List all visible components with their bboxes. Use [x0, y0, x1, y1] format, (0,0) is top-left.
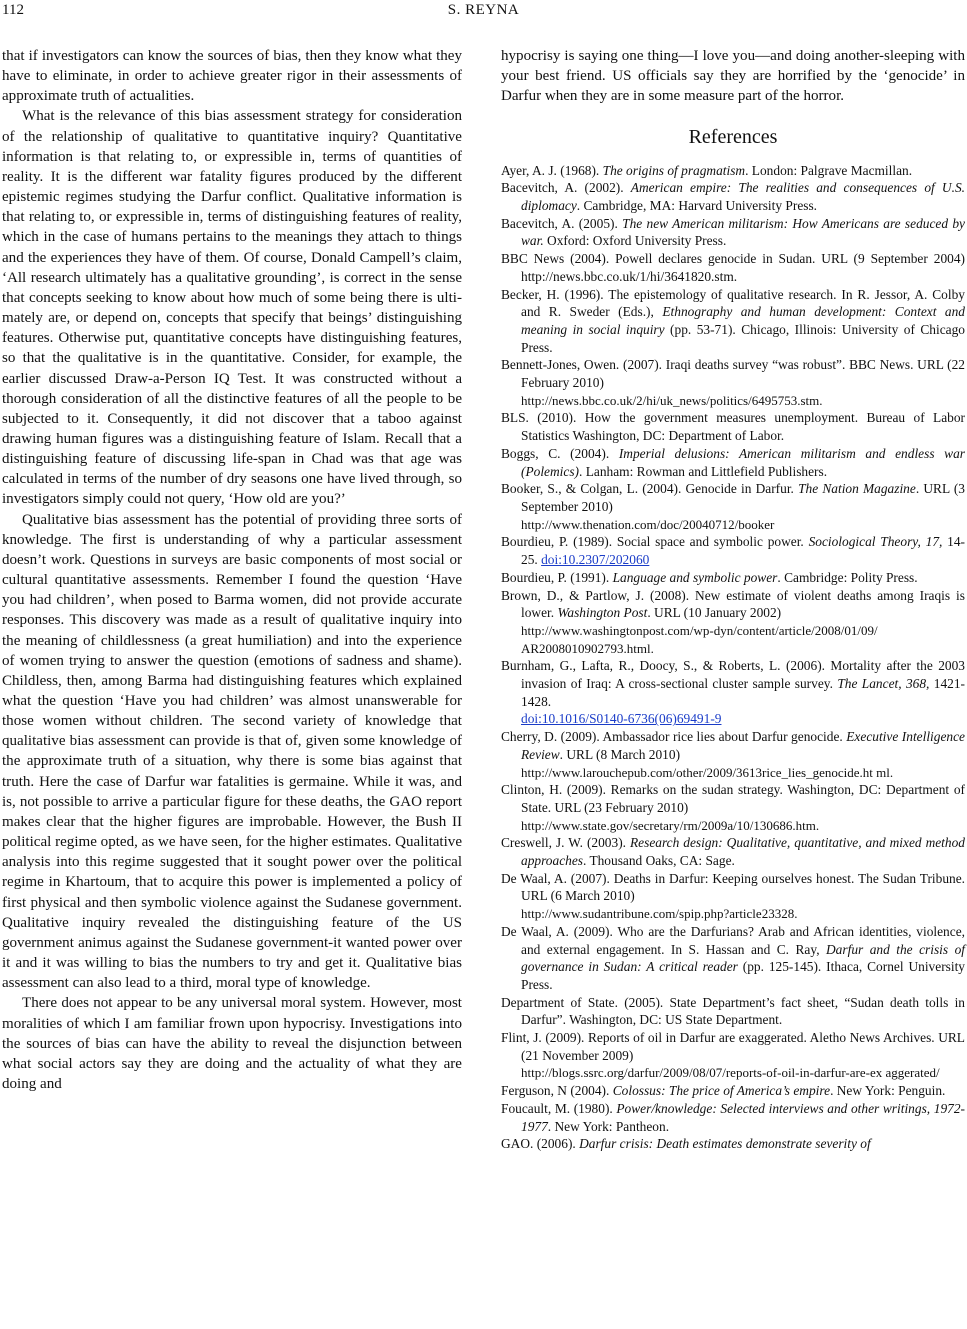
- ref-text: De Waal, A. (2009). Who are the Darfurians? Arab and African identities, violence, and external engagement. In S. Hassan and C. Ray,: [501, 923, 965, 957]
- ref-title: The Lancet, 368,: [837, 676, 930, 692]
- ref-text: . New York: Pantheon.: [547, 1118, 670, 1134]
- ref-title: The Nation Magazine: [798, 481, 916, 497]
- reference-entry: [501, 1100, 965, 1135]
- ref-text: Becker, H. (1996). The epistemology of qualitative research. In R. Jessor, A. Colby and R. Sweder (Eds.),: [501, 286, 965, 320]
- reference-entry: [501, 781, 965, 834]
- ref-text: BLS. (2010). How the government measures unemployment. Bureau of Labor Statistics Washington, DC: Department of Labor.: [501, 410, 965, 444]
- ref-text: Burnham, G., Lafta, R., Doocy, S., & Roberts, L. (2006). Mortality after the 2003 invasion of Iraq: A cross-sectional cluster sample survey.: [501, 658, 965, 692]
- reference-entry: [501, 445, 965, 480]
- reference-url: http://blogs.ssrc.org/darfur/2009/08/07/reports-of-oil-in-darfur-are-ex aggerated/: [521, 1065, 940, 1081]
- ref-title: Ethnography and human development: Context and meaning in social inquiry: [521, 304, 965, 337]
- ref-text: 1421-1428.: [521, 676, 966, 709]
- ref-text: . New York: Penguin.: [830, 1083, 946, 1099]
- doi-link[interactable]: doi:10.2307/202060: [541, 552, 650, 568]
- ref-text: Brown, D., & Partlow, J. (2008). New estimate of violent deaths among Iraqis is lower.: [501, 587, 965, 621]
- references-heading: References: [688, 126, 778, 149]
- ref-text: . URL (10 January 2002): [647, 605, 782, 621]
- body-paragraph: What is the relevance of this bias assessment strategy for consideration of the relationship of qualitative to quantitative inquiry? Quantitative information is that relating to, or expressible in, terms of quantities of reality. It is the different war fatality figures produced by the different epistemic regimes studying the Darfur conflict. Qualitative information is that relating to, or expressible in, terms of distinguishing features of reality, which in the case of humans pertains to the meanings they attach to things and the experiences they have of them. Of course, Donald Campell’s claim, ‘All research ultimately has a qualitative grounding’, is correct in the sense that concepts seeking to know about how much of some being there is ultimately are, or depend on, concepts that specify that beings’ distinguishing features. Otherwise put, quantitative concepts have distinguishing features, so that the qualitative is in the quantitative. Consider, for example, the earlier discussed Draw-a-Person IQ Test. It was constructed without a thorough consideration of all the distinctive features of all the people to be subjected to it. Consequently, it did not discover that a taboo against drawing human figures was a distinguishing feature of Islam. Recall that a distinguishing feature of discussing life-span in Chad was that age was calculated in terms of the number of dry seasons one have lived through, so investigators simply could not query, ‘How old are you?’: [2, 108, 462, 508]
- ref-text: Cherry, D. (2009). Ambassador rice lies about Darfur genocide.: [501, 729, 847, 745]
- reference-entry: [501, 250, 965, 285]
- ref-text: . Lanham: Rowman and Littlefield Publishers.: [579, 463, 828, 479]
- reference-entry: [501, 587, 965, 658]
- reference-entry: [501, 409, 965, 444]
- ref-text: . Cambridge: Polity Press.: [777, 569, 918, 585]
- ref-text: Clinton, H. (2009). Remarks on the sudan strategy. Washington, DC: Department of State. URL (23 February 2010): [501, 782, 965, 815]
- ref-title: Darfur crisis: Death estimates demonstrate severity of: [579, 1136, 871, 1152]
- reference-entry: [501, 1082, 965, 1100]
- reference-entry: [501, 728, 965, 781]
- right-column: [501, 46, 965, 1153]
- body-paragraph: There does not appear to be any universal moral system. However, most moralities of which I am familiar frown upon hypocrisy. Investigations into the sources of bias can have the ability to reveal the disjunction between what social actors say they are doing and the actuality of what they are doing and: [2, 995, 462, 1092]
- ref-text: . Cambridge, MA: Harvard University Press.: [576, 198, 818, 214]
- ref-text: Creswell, J. W. (2003).: [501, 835, 630, 851]
- ref-title: Imperial delusions: American militarism and endless war (Polemics): [521, 445, 965, 479]
- doi-link[interactable]: doi:10.1016/S0140-6736(06)69491-9: [521, 711, 722, 727]
- ref-text: . URL (3 September 2010): [521, 481, 965, 514]
- ref-title: Research design: Qualitative, quantitative, and mixed method approaches: [521, 835, 965, 869]
- ref-text: Bourdieu, P. (1989). Social space and symbolic power.: [501, 534, 809, 550]
- reference-entry: [501, 994, 965, 1029]
- reference-entry: [501, 1029, 965, 1082]
- reference-entry: [501, 286, 965, 357]
- reference-entry: [501, 923, 965, 994]
- ref-text: . URL (8 March 2010): [559, 746, 681, 762]
- ref-text: Boggs, C. (2004).: [501, 445, 619, 461]
- ref-text: Foucault, M. (1980).: [501, 1100, 617, 1116]
- ref-text: Oxford: Oxford University Press.: [543, 233, 727, 249]
- ref-title: The origins of pragmatism: [602, 162, 746, 178]
- page-header: [0, 0, 967, 22]
- body-paragraph-continuation: hypocrisy is saying one thing—I love you—and doing another-sleeping with your best friend. US officials say they are horrified by the ‘genocide’ in Darfur when they are in some measure part of the horror.: [501, 48, 965, 105]
- ref-text: Department of State. (2005). State Department’s fact sheet, “Sudan death tolls in Darfur”. Washington, DC: US State Department.: [501, 994, 965, 1028]
- reference-url: http://www.thenation.com/doc/20040712/booker: [521, 516, 775, 532]
- reference-url: http://www.state.gov/secretary/rm/2009a/10/130686.htm.: [521, 817, 820, 833]
- left-column: [2, 46, 462, 1094]
- reference-entry: [501, 834, 965, 869]
- reference-url: http://www.washingtonpost.com/wp-dyn/content/article/2008/01/09/ AR2008010902793.html.: [521, 622, 878, 656]
- ref-text: GAO. (2006).: [501, 1136, 580, 1152]
- body-paragraph: that if investigators can know the sources of bias, then they know what they have to eliminate, in order to achieve greater rigor in their assessments of approximate truth of actualities.: [2, 48, 462, 105]
- ref-text: 14-25.: [521, 534, 966, 568]
- running-head: S. REYNA: [447, 2, 520, 18]
- ref-text: Booker, S., & Colgan, L. (2004). Genocide in Darfur.: [501, 481, 799, 497]
- ref-title: Colossus: The price of America’s empire: [612, 1083, 831, 1099]
- ref-text: Flint, J. (2009). Reports of oil in Darfur are exaggerated. Aletho News Archives. URL (21 November 2009): [501, 1030, 965, 1063]
- ref-title: The new American militarism: How Americans are seduced by war.: [521, 215, 965, 249]
- ref-text: Bacevitch, A. (2002).: [501, 180, 631, 196]
- ref-text: . London: Palgrave Macmillan.: [745, 162, 913, 178]
- reference-entry: [501, 179, 965, 214]
- reference-url: http://www.sudantribune.com/spip.php?article23328.: [521, 906, 798, 922]
- ref-text: Ferguson, N (2004).: [501, 1083, 613, 1099]
- ref-title: Language and symbolic power: [612, 569, 778, 585]
- reference-url: http://www.larouchepub.com/other/2009/3613rice_lies_genocide.ht ml.: [521, 764, 894, 780]
- reference-entry: [501, 215, 965, 250]
- body-paragraph: Qualitative bias assessment has the potential of providing three sorts of knowledge. The first is understanding of why a particular assessment doesn’t work. Questions in surveys are basic components of most social or cultural quantitative assessments. Remember I found the question ‘Have you had children’, when posed to Barma women, did not provide accurate responses. This discovery was made as a result of qualitative inquiry into the meaning of childlessness (a great humiliation) and into the experience of women trying to answer the question (emotions of sadness and shame). Childless, then, among Barma had distinguishing features which explained what the question ‘Have you had children’ was almost unanswerable for those women without children. The second variety of knowledge that qualitative bias assessment can provide is that of, given some knowledge of the approximate truth of a situation, why there is some bias against that truth. Here the case of Darfur war fatalities is germaine. While it was, and is, not possible to arrive a particular figure for these deaths, the GAO report makes clear that the higher figures are improbable. However, the Bush II political regime opted, as we have seen, for the higher estimates. Qualitative analysis into this regime suggested that it sought power over the political regime in Khartoum, that to acquire this power is implemented a policy of first physical and then symbolic violence against the Sudanese government. Qualitative inquiry revealed the distinguishing feature of the US government animus against the Sudanese government-it wanted power over it and it was willing to bias the numbers to try and get it. Qualitative bias assessment can also lead to a third, moral type of knowledge.: [2, 511, 462, 992]
- ref-text: (pp. 53-71). Chicago, Illinois: University of Chicago Press.: [521, 321, 966, 355]
- reference-entry: [501, 480, 965, 533]
- ref-title: American empire: The realities and consequences of U.S. diplomacy: [521, 180, 965, 214]
- ref-text: Ayer, A. J. (1968).: [501, 162, 603, 178]
- reference-entry: [501, 870, 965, 923]
- reference-entry: [501, 162, 965, 180]
- ref-title: Sociological Theory, 17,: [808, 534, 943, 550]
- ref-text: Bourdieu, P. (1991).: [501, 569, 613, 585]
- ref-title: Washington Post: [557, 605, 648, 621]
- reference-entry: [501, 356, 965, 409]
- ref-text: . Thousand Oaks, CA: Sage.: [582, 853, 735, 869]
- ref-title: Power/knowledge: Selected interviews and other writings, 1972-1977: [521, 1100, 965, 1134]
- ref-text: (pp. 125-145). Ithaca, Cornel University Press.: [521, 959, 965, 992]
- page-number: 112: [2, 2, 24, 18]
- ref-title: Darfur and the crisis of governance in Sudan: A critical reader: [521, 941, 965, 975]
- ref-text: Bacevitch, A. (2005).: [501, 215, 623, 231]
- reference-entry: [501, 1135, 965, 1153]
- ref-text: De Waal, A. (2007). Deaths in Darfur: Keeping ourselves honest. The Sudan Tribune. URL (6 March 2010): [501, 870, 965, 904]
- ref-text: Bennett-Jones, Owen. (2007). Iraqi deaths survey “was robust”. BBC News. URL (22 February 2010): [501, 357, 965, 391]
- reference-entry: [501, 533, 965, 568]
- reference-entry: [501, 569, 965, 587]
- ref-text: BBC News (2004). Powell declares genocide in Sudan. URL (9 September 2004) http://news.bbc.co.uk/1/hi/3641820.stm.: [501, 251, 965, 284]
- ref-title: Executive Intelligence Review: [521, 729, 965, 762]
- reference-list: [501, 162, 965, 1153]
- reference-url: http://news.bbc.co.uk/2/hi/uk_news/politics/6495753.stm.: [521, 392, 823, 408]
- reference-entry: [501, 657, 965, 728]
